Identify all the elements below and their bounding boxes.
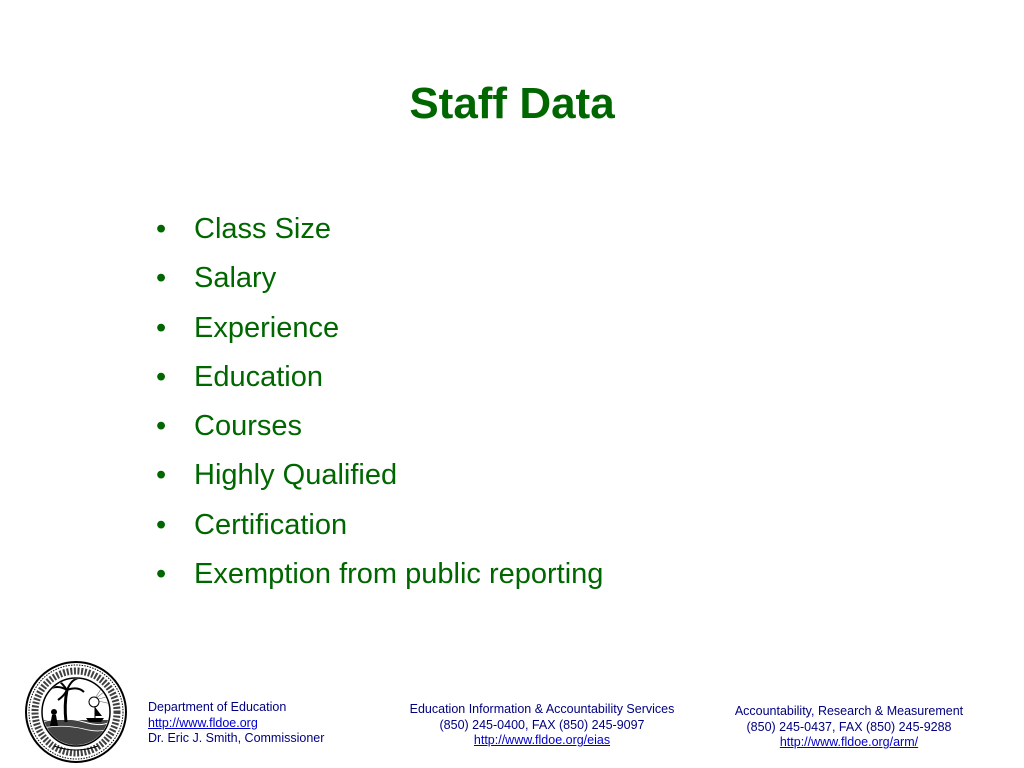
bullet-text: Exemption from public reporting bbox=[194, 558, 604, 591]
fldoe-link[interactable]: http://www.fldoe.org bbox=[148, 715, 258, 730]
bullet-icon: • bbox=[156, 213, 167, 245]
arm-link[interactable]: http://www.fldoe.org/arm/ bbox=[779, 735, 919, 749]
bullet-text: Salary bbox=[194, 262, 277, 295]
bullet-text: Courses bbox=[194, 410, 302, 443]
list-item bbox=[156, 451, 603, 500]
list-item bbox=[156, 205, 603, 254]
list-item bbox=[156, 550, 603, 599]
florida-state-seal-icon bbox=[24, 660, 128, 764]
footer-commissioner: Dr. Eric J. Smith, Commissioner bbox=[148, 731, 325, 745]
bullet-text: Certification bbox=[194, 508, 348, 541]
list-item bbox=[156, 353, 603, 402]
footer-arm-phone: (850) 245-0437, FAX (850) 245-9288 bbox=[746, 719, 952, 734]
footer-arm-name: Accountability, Research & Measurement bbox=[734, 704, 964, 718]
eias-link[interactable]: http://www.fldoe.org/eias bbox=[473, 733, 611, 747]
footer-arm bbox=[710, 704, 988, 751]
footer-department-name: Department of Education bbox=[148, 700, 287, 714]
bullet-icon: • bbox=[156, 311, 167, 344]
bullet-text: Class Size bbox=[194, 213, 331, 245]
footer-eias-name: Education Information & Accountability Services bbox=[409, 702, 675, 716]
footer-department bbox=[148, 700, 324, 747]
bullet-icon: • bbox=[156, 508, 167, 541]
bullet-text: Education bbox=[194, 360, 323, 393]
bullet-icon: • bbox=[156, 262, 167, 295]
bullet-icon: • bbox=[156, 558, 167, 591]
footer-eias bbox=[380, 702, 704, 749]
list-item bbox=[156, 402, 603, 451]
bullet-icon: • bbox=[156, 360, 167, 393]
bullet-text: Experience bbox=[194, 311, 340, 344]
slide-title: Staff Data bbox=[409, 79, 615, 128]
list-item bbox=[156, 501, 603, 550]
list-item bbox=[156, 304, 603, 353]
list-item bbox=[156, 254, 603, 303]
bullet-text: Highly Qualified bbox=[194, 459, 398, 492]
bullet-icon: • bbox=[156, 459, 167, 492]
footer-eias-phone: (850) 245-0400, FAX (850) 245-9097 bbox=[439, 717, 645, 732]
bullet-list bbox=[156, 205, 603, 599]
bullet-icon: • bbox=[156, 410, 167, 443]
